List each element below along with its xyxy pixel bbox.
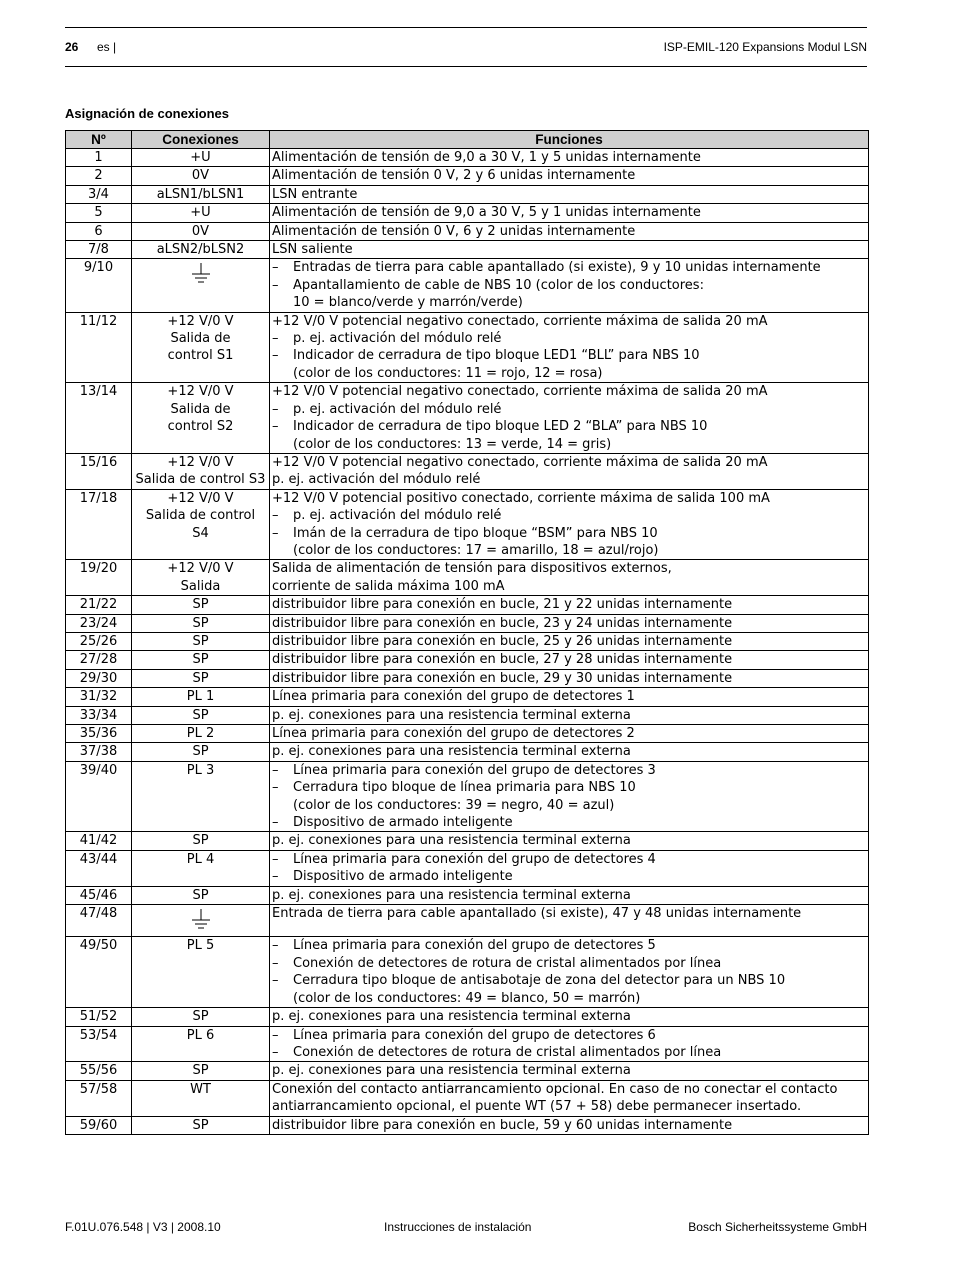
connection-label: SP (192, 1009, 209, 1025)
bullet-line (272, 418, 866, 435)
dash-bullet: – (272, 1027, 279, 1043)
connection-label: SP (192, 1117, 209, 1133)
function-line: +12 V/0 V potencial negativo conectado, corriente máxima de salida 20 mA (272, 384, 768, 400)
connection-label: SP (192, 615, 209, 631)
connection-label: 0V (191, 168, 210, 184)
connection-label: WT (190, 1081, 211, 1097)
dash-bullet: – (272, 973, 279, 989)
function-line: Salida de alimentación de tensión para dispositivos externos, (272, 561, 672, 577)
table-row (66, 1080, 869, 1116)
table-row (66, 706, 869, 724)
function-line: Alimentación de tensión de 9,0 a 30 V, 5 y 1 unidas internamente (272, 205, 701, 221)
function-line: p. ej. conexiones para una resistencia terminal externa (272, 744, 631, 760)
cell-number: 57/58 (66, 1080, 132, 1116)
table-row (66, 185, 869, 203)
function-line: Alimentación de tensión de 9,0 a 30 V, 1 y 5 unidas internamente (272, 150, 701, 165)
dash-bullet: – (272, 869, 279, 885)
function-line: Alimentación de tensión 0 V, 6 y 2 unidas internamente (272, 223, 636, 239)
cell-function (270, 259, 869, 312)
dash-bullet: – (272, 401, 279, 417)
cell-connection (132, 614, 270, 632)
table-row (66, 632, 869, 650)
cell-function (270, 743, 869, 761)
connection-label: SP (192, 887, 209, 903)
connection-label: +12 V/0 V (167, 384, 234, 400)
bullet-text: Línea primaria para conexión del grupo de detectores 5 (293, 938, 656, 954)
cell-number: 6 (66, 222, 132, 240)
bullet-text: Apantallamiento de cable de NBS 10 (color de los conductores: (293, 277, 704, 293)
function-line: Alimentación de tensión 0 V, 2 y 6 unidas internamente (272, 168, 636, 184)
cell-function (270, 560, 869, 596)
cell-function (270, 489, 869, 560)
cell-function (270, 651, 869, 669)
cell-number: 19/20 (66, 560, 132, 596)
indented-line: 10 = blanco/verde y marrón/verde) (293, 295, 523, 311)
connection-label: SP (192, 670, 209, 686)
table-row (66, 1062, 869, 1080)
cell-number: 33/34 (66, 706, 132, 724)
connection-label: control S2 (167, 419, 234, 435)
connection-label: +12 V/0 V (167, 454, 234, 470)
cell-function (270, 669, 869, 687)
connection-label: SP (192, 597, 209, 613)
column-header-functions: Funciones (270, 131, 869, 149)
cell-number: 45/46 (66, 886, 132, 904)
connection-label: PL 6 (186, 1027, 215, 1043)
table-row (66, 489, 869, 560)
cell-function (270, 1026, 869, 1062)
connection-label: SP (192, 1063, 209, 1079)
dash-bullet: – (272, 419, 279, 435)
cell-function (270, 886, 869, 904)
function-line: antiarrancamiento opcional, el puente WT (57 + 58) debe permanecer insertado. (272, 1099, 802, 1115)
bullet-line (272, 955, 866, 972)
cell-number: 53/54 (66, 1026, 132, 1062)
dash-bullet: – (272, 508, 279, 524)
cell-number: 51/52 (66, 1008, 132, 1026)
table-row (66, 1008, 869, 1026)
connection-label: aLSN1/bLSN1 (156, 186, 245, 202)
dash-bullet: – (272, 780, 279, 796)
bullet-line (272, 259, 866, 276)
function-line: +12 V/0 V potencial negativo conectado, corriente máxima de salida 20 mA (272, 313, 768, 329)
cell-function (270, 204, 869, 222)
function-line: Línea primaria para conexión del grupo de detectores 2 (272, 726, 635, 741)
function-line: p. ej. conexiones para una resistencia terminal externa (272, 887, 631, 903)
cell-function (270, 614, 869, 632)
cell-function (270, 453, 869, 489)
cell-number: 49/50 (66, 937, 132, 1008)
table-row (66, 312, 869, 383)
bullet-line (272, 851, 866, 868)
cell-connection (132, 596, 270, 614)
function-line: distribuidor libre para conexión en bucle, 27 y 28 unidas internamente (272, 652, 733, 668)
bullet-line (272, 814, 866, 831)
cell-function (270, 383, 869, 454)
function-line: distribuidor libre para conexión en bucle, 23 y 24 unidas internamente (272, 615, 733, 631)
table-row (66, 259, 869, 312)
language-label: es | (97, 40, 117, 54)
function-line: p. ej. conexiones para una resistencia terminal externa (272, 707, 631, 723)
cell-connection (132, 383, 270, 454)
table-row (66, 669, 869, 687)
footer-doc-number: F.01U.076.548 | V3 | 2008.10 (65, 1220, 221, 1234)
table-row (66, 905, 869, 937)
cell-connection (132, 651, 270, 669)
table-row (66, 761, 869, 832)
header-top-rule (65, 27, 867, 28)
connection-label: control S1 (167, 348, 234, 364)
dash-bullet: – (272, 955, 279, 971)
bullet-line (272, 762, 866, 779)
indented-line: (color de los conductores: 17 = amarillo, 18 = azul/rojo) (293, 542, 659, 558)
connection-label: Salida de (170, 401, 231, 417)
function-line: corriente de salida máxima 100 mA (272, 578, 505, 594)
table-row (66, 614, 869, 632)
cell-function (270, 185, 869, 203)
table-row (66, 383, 869, 454)
dash-bullet: – (272, 762, 279, 778)
bullet-line (272, 525, 866, 542)
cell-connection (132, 632, 270, 650)
table-row (66, 832, 869, 850)
cell-connection (132, 688, 270, 706)
bullet-text: Imán de la cerradura de tipo bloque “BSM” para NBS 10 (293, 525, 658, 541)
cell-connection (132, 725, 270, 743)
bullet-text: Línea primaria para conexión del grupo de detectores 6 (293, 1027, 656, 1043)
dash-bullet: – (272, 348, 279, 364)
indented-line: (color de los conductores: 13 = verde, 14 = gris) (293, 436, 612, 452)
cell-function (270, 725, 869, 743)
table-row (66, 167, 869, 185)
bullet-line (272, 779, 866, 796)
connection-label: SP (192, 633, 209, 649)
table-row (66, 688, 869, 706)
connection-label: PL 5 (186, 938, 215, 954)
bullet-text: Cerradura tipo bloque de antisabotaje de zona del detector para un NBS 10 (293, 973, 786, 989)
cell-connection (132, 1080, 270, 1116)
cell-connection (132, 1026, 270, 1062)
cell-number: 29/30 (66, 669, 132, 687)
table-row (66, 937, 869, 1008)
cell-function (270, 312, 869, 383)
bullet-text: Indicador de cerradura de tipo bloque LED 2 “BLA” para NBS 10 (293, 419, 708, 435)
connection-label: +12 V/0 V (167, 313, 234, 329)
cell-number: 31/32 (66, 688, 132, 706)
cell-connection (132, 1062, 270, 1080)
function-line: +12 V/0 V potencial positivo conectado, corriente máxima de salida 100 mA (272, 490, 770, 506)
connection-label: SP (192, 833, 209, 849)
function-line: Conexión del contacto antiarrancamiento opcional. En caso de no conectar el contacto (272, 1081, 838, 1097)
connection-label: Salida (180, 578, 221, 594)
cell-connection (132, 905, 270, 937)
connection-label: SP (192, 707, 209, 723)
table-row (66, 1116, 869, 1134)
cell-function (270, 905, 869, 937)
table-row (66, 453, 869, 489)
cell-number: 3/4 (66, 185, 132, 203)
cell-connection (132, 669, 270, 687)
function-line: p. ej. conexiones para una resistencia terminal externa (272, 1009, 631, 1025)
function-line: LSN saliente (272, 242, 353, 258)
cell-connection (132, 453, 270, 489)
bullet-text: p. ej. activación del módulo relé (293, 508, 502, 524)
dash-bullet: – (272, 938, 279, 954)
cell-connection (132, 886, 270, 904)
cell-connection (132, 204, 270, 222)
cell-number: 13/14 (66, 383, 132, 454)
bullet-line (272, 868, 866, 885)
dash-bullet: – (272, 815, 279, 831)
function-line: p. ej. conexiones para una resistencia terminal externa (272, 1063, 631, 1079)
bullet-line (272, 972, 866, 989)
cell-function (270, 167, 869, 185)
footer-company: Bosch Sicherheitssysteme GmbH (688, 1220, 867, 1234)
table-row (66, 222, 869, 240)
cell-function (270, 222, 869, 240)
indented-line: (color de los conductores: 49 = blanco, 50 = marrón) (293, 990, 641, 1006)
function-line: distribuidor libre para conexión en bucle, 21 y 22 unidas internamente (272, 597, 733, 613)
bullet-line (272, 401, 866, 418)
bullet-text: Línea primaria para conexión del grupo de detectores 4 (293, 851, 656, 867)
cell-number: 15/16 (66, 453, 132, 489)
cell-number: 2 (66, 167, 132, 185)
table-row (66, 725, 869, 743)
cell-connection (132, 937, 270, 1008)
function-line: LSN entrante (272, 186, 358, 202)
cell-number: 41/42 (66, 832, 132, 850)
cell-function (270, 1062, 869, 1080)
bullet-line (272, 1027, 866, 1044)
cell-connection (132, 167, 270, 185)
dash-bullet: – (272, 260, 279, 276)
function-line: p. ej. conexiones para una resistencia terminal externa (272, 833, 631, 849)
connection-label: +12 V/0 V (167, 490, 234, 506)
bullet-line (272, 330, 866, 347)
page-number: 26 (65, 40, 79, 54)
cell-function (270, 1008, 869, 1026)
cell-number: 25/26 (66, 632, 132, 650)
cell-function (270, 706, 869, 724)
cell-connection (132, 1008, 270, 1026)
connection-label: Salida de control (145, 508, 256, 524)
cell-number: 39/40 (66, 761, 132, 832)
connections-table (65, 130, 869, 1135)
indented-line: (color de los conductores: 11 = rojo, 12 = rosa) (293, 365, 603, 381)
cell-number: 37/38 (66, 743, 132, 761)
connection-label: +U (190, 150, 211, 165)
bullet-text: Entradas de tierra para cable apantallado (si existe), 9 y 10 unidas internamente (293, 260, 821, 276)
table-row (66, 241, 869, 259)
connection-label: Salida de control S3 (135, 472, 266, 488)
connection-label: +U (190, 205, 211, 221)
cell-number: 55/56 (66, 1062, 132, 1080)
bullet-text: Conexión de detectores de rotura de cristal alimentados por línea (293, 1044, 722, 1060)
table-row (66, 560, 869, 596)
cell-function (270, 1080, 869, 1116)
bullet-line (272, 1044, 866, 1061)
connection-label: 0V (191, 223, 210, 239)
cell-function (270, 937, 869, 1008)
cell-number: 27/28 (66, 651, 132, 669)
connection-label: Salida de (170, 331, 231, 347)
function-line: Línea primaria para conexión del grupo de detectores 1 (272, 689, 635, 705)
bullet-text: Dispositivo de armado inteligente (293, 869, 513, 885)
table-header-row (66, 131, 869, 149)
cell-function (270, 688, 869, 706)
function-line: p. ej. activación del módulo relé (272, 472, 481, 488)
dash-bullet: – (272, 277, 279, 293)
table-row (66, 886, 869, 904)
connection-label: PL 2 (186, 726, 215, 741)
dash-bullet: – (272, 525, 279, 541)
table-row (66, 850, 869, 886)
bullet-text: Conexión de detectores de rotura de cristal alimentados por línea (293, 955, 722, 971)
function-line: Entrada de tierra para cable apantallado (si existe), 47 y 48 unidas internamente (272, 906, 802, 922)
cell-number: 7/8 (66, 241, 132, 259)
cell-number: 43/44 (66, 850, 132, 886)
connection-label: PL 3 (186, 762, 215, 778)
column-header-connections: Conexiones (132, 131, 270, 149)
cell-connection (132, 560, 270, 596)
function-line: +12 V/0 V potencial negativo conectado, corriente máxima de salida 20 mA (272, 454, 768, 470)
bullet-text: Cerradura tipo bloque de línea primaria para NBS 10 (293, 780, 636, 796)
table-row (66, 651, 869, 669)
cell-function (270, 241, 869, 259)
cell-function (270, 832, 869, 850)
connection-label: PL 1 (186, 689, 215, 705)
cell-number: 9/10 (66, 259, 132, 312)
ground-icon (190, 261, 212, 285)
connection-label: SP (192, 652, 209, 668)
connection-label: aLSN2/bLSN2 (156, 242, 245, 258)
column-header-number: Nº (66, 131, 132, 149)
bullet-text: Indicador de cerradura de tipo bloque LED1 “BLL” para NBS 10 (293, 348, 700, 364)
bullet-text: p. ej. activación del módulo relé (293, 401, 502, 417)
cell-connection (132, 743, 270, 761)
table-row (66, 596, 869, 614)
bullet-line (272, 347, 866, 364)
function-line: distribuidor libre para conexión en bucle, 25 y 26 unidas internamente (272, 633, 733, 649)
cell-number: 17/18 (66, 489, 132, 560)
cell-function (270, 850, 869, 886)
document-title: ISP-EMIL-120 Expansions Modul LSN (663, 40, 867, 54)
table-row (66, 1026, 869, 1062)
dash-bullet: – (272, 851, 279, 867)
cell-connection (132, 761, 270, 832)
dash-bullet: – (272, 1044, 279, 1060)
connection-label: SP (192, 744, 209, 760)
ground-icon (190, 907, 212, 931)
cell-connection (132, 1116, 270, 1134)
bullet-line (272, 507, 866, 524)
cell-function (270, 761, 869, 832)
dash-bullet: – (272, 331, 279, 347)
cell-number: 59/60 (66, 1116, 132, 1134)
cell-connection (132, 832, 270, 850)
cell-function (270, 632, 869, 650)
cell-connection (132, 706, 270, 724)
bullet-line (272, 937, 866, 954)
cell-function (270, 1116, 869, 1134)
cell-number: 1 (66, 149, 132, 167)
cell-number: 23/24 (66, 614, 132, 632)
bullet-text: p. ej. activación del módulo relé (293, 331, 502, 347)
cell-connection (132, 489, 270, 560)
cell-number: 21/22 (66, 596, 132, 614)
cell-connection (132, 259, 270, 312)
footer-doc-type: Instrucciones de instalación (384, 1220, 532, 1234)
connection-label: S4 (192, 525, 209, 541)
cell-connection (132, 185, 270, 203)
connection-label: PL 4 (186, 851, 215, 867)
header-bottom-rule (65, 66, 867, 67)
table-body (66, 149, 869, 1135)
function-line: distribuidor libre para conexión en bucle, 29 y 30 unidas internamente (272, 670, 733, 686)
cell-connection (132, 850, 270, 886)
connection-label: +12 V/0 V (167, 561, 234, 577)
cell-function (270, 596, 869, 614)
cell-connection (132, 149, 270, 167)
section-title: Asignación de conexiones (65, 106, 229, 121)
cell-number: 5 (66, 204, 132, 222)
bullet-text: Dispositivo de armado inteligente (293, 815, 513, 831)
cell-connection (132, 241, 270, 259)
cell-number: 11/12 (66, 312, 132, 383)
cell-function (270, 149, 869, 167)
indented-line: (color de los conductores: 39 = negro, 40 = azul) (293, 797, 615, 813)
function-line: distribuidor libre para conexión en bucle, 59 y 60 unidas internamente (272, 1117, 733, 1133)
cell-number: 35/36 (66, 725, 132, 743)
table-row (66, 204, 869, 222)
table-row (66, 743, 869, 761)
cell-number: 47/48 (66, 905, 132, 937)
cell-connection (132, 222, 270, 240)
cell-connection (132, 312, 270, 383)
bullet-line (272, 277, 866, 294)
bullet-text: Línea primaria para conexión del grupo de detectores 3 (293, 762, 656, 778)
table-row (66, 149, 869, 167)
